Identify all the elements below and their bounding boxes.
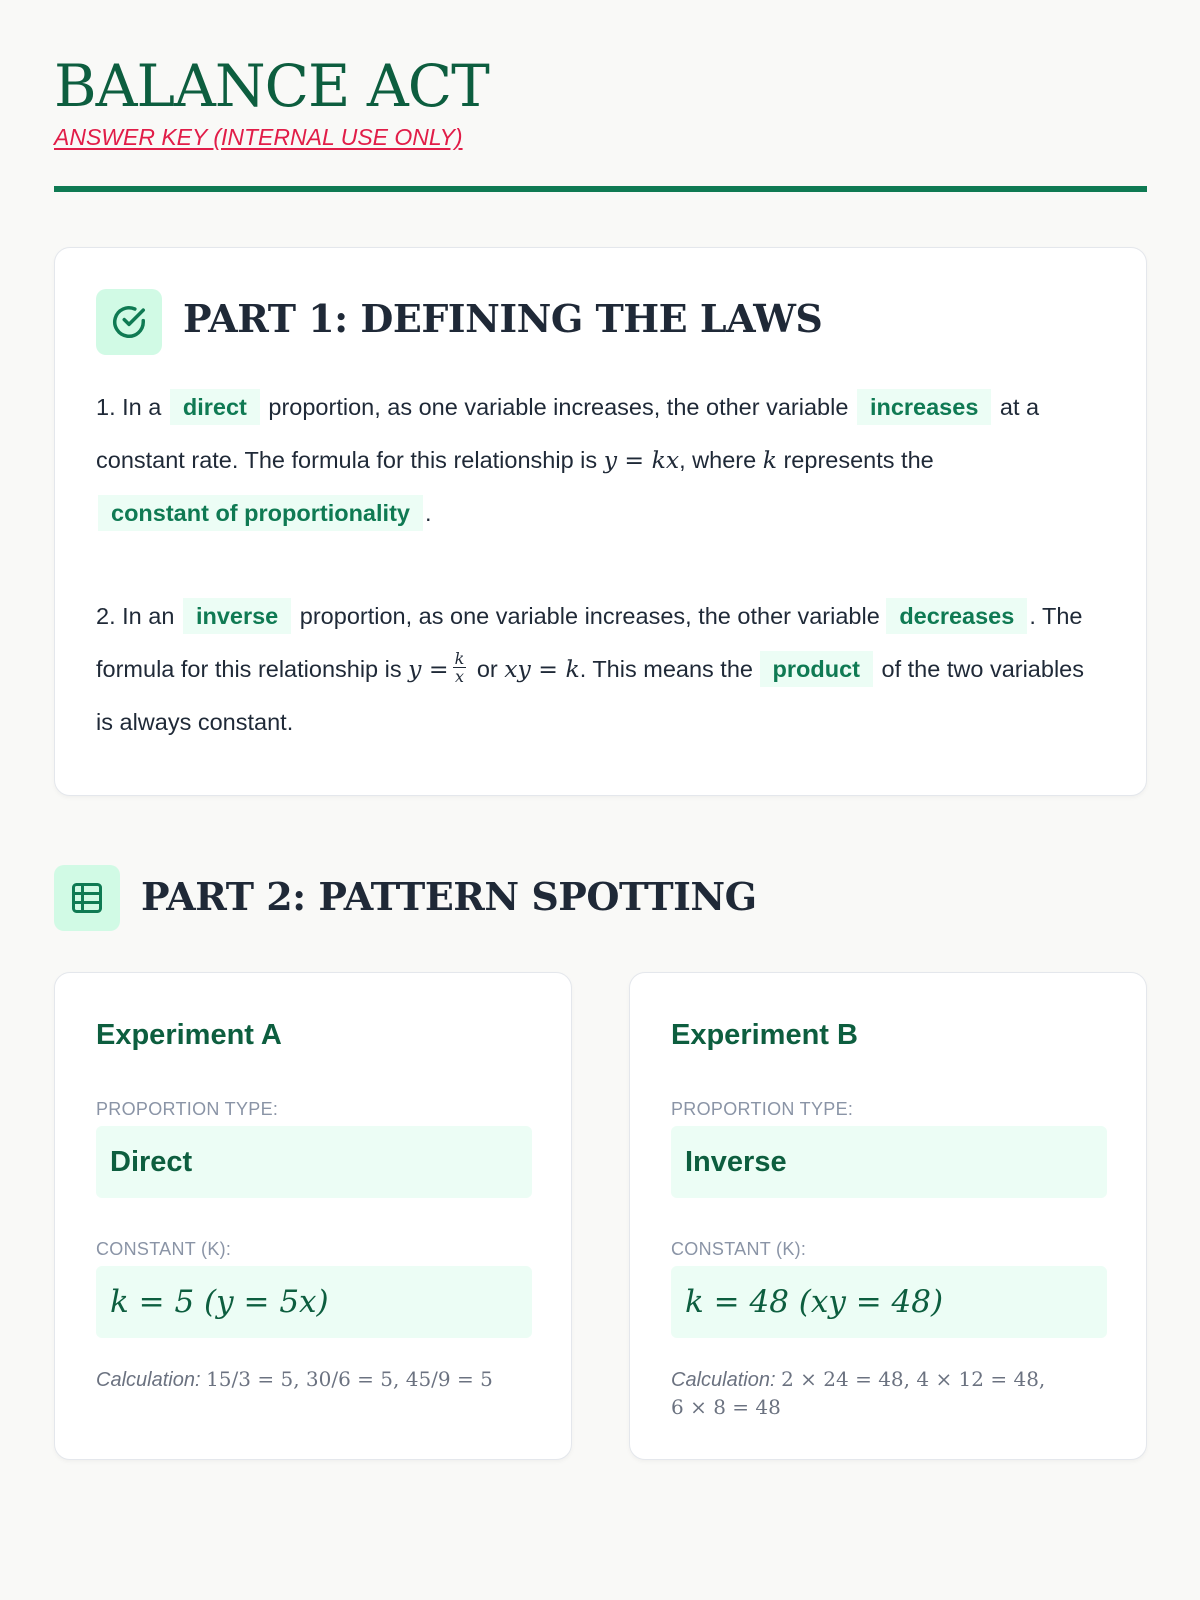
experiment-b-card (629, 972, 1147, 1460)
q2-formula-lhs: y = (408, 655, 449, 683)
q1-text-6: . (424, 500, 432, 526)
q2-answer-inverse: inverse (183, 598, 291, 634)
q2-answer-decreases: decreases (886, 598, 1027, 634)
q2-text-5: . This means the (579, 656, 753, 682)
q2-fraction (453, 650, 467, 685)
experiment-b-type-label: PROPORTION TYPE: (671, 1099, 854, 1119)
part1-title: PART 1: DEFINING THE LAWS (183, 296, 823, 341)
page-subtitle: ANSWER KEY (INTERNAL USE ONLY) (54, 124, 463, 150)
experiment-a-constant-value: k = 5 (y = 5x) (96, 1266, 532, 1338)
experiment-a-title: Experiment A (96, 1019, 282, 1051)
q2-text-3: . The formula for this relationship is (96, 603, 1083, 682)
experiment-a-calculation (96, 1366, 536, 1394)
q2-text-1: 2. In an (96, 603, 175, 629)
q1-answer-increases: increases (857, 389, 991, 425)
part1-card (54, 247, 1147, 796)
q1-text-2: proportion, as one variable increases, the other variable (268, 394, 849, 420)
experiment-a-constant-label: CONSTANT (K): (96, 1239, 232, 1259)
experiment-b-constant-value: k = 48 (xy = 48) (671, 1266, 1107, 1338)
check-circle-icon (96, 289, 162, 355)
page-title: BALANCE ACT (54, 52, 489, 120)
experiment-a-card (54, 972, 572, 1460)
header-divider (54, 186, 1147, 192)
question-1 (96, 381, 1106, 540)
q1-text-1: 1. In a (96, 394, 162, 420)
q1-text-4: , where (679, 447, 757, 473)
experiment-b-calc-value: 2 × 24 = 48, 4 × 12 = 48, 6 × 8 = 48 (671, 1367, 1046, 1419)
experiment-b-constant-label: CONSTANT (K): (671, 1239, 807, 1259)
q2-frac-den: x (454, 667, 464, 687)
q1-text-5: represents the (783, 447, 934, 473)
experiment-b-calc-label: Calculation: (671, 1369, 776, 1391)
experiment-a-type-label: PROPORTION TYPE: (96, 1099, 279, 1119)
table-grid-icon (54, 865, 120, 931)
q1-text-3: at a constant rate. The formula for this relationship is (96, 394, 1040, 473)
q2-text-2: proportion, as one variable increases, the other variable (299, 603, 880, 629)
experiment-b-calculation (671, 1366, 1051, 1422)
q2-text-4: or (476, 656, 498, 682)
q2-answer-product: product (760, 651, 873, 687)
q1-k-symbol: k (762, 446, 777, 474)
experiment-b-title: Experiment B (671, 1019, 858, 1051)
question-2 (96, 590, 1106, 749)
q2-frac-num: k (454, 649, 465, 669)
q1-answer-direct: direct (170, 389, 260, 425)
part2-title: PART 2: PATTERN SPOTTING (141, 874, 757, 919)
experiment-a-type-value: Direct (96, 1126, 532, 1198)
experiment-a-calc-label: Calculation: (96, 1369, 201, 1391)
q1-formula: y = kx (603, 446, 680, 474)
experiment-a-calc-value: 15/3 = 5, 30/6 = 5, 45/9 = 5 (206, 1367, 493, 1391)
q1-answer-constant: constant of proportionality (98, 495, 423, 531)
q2-formula-2: xy = k (504, 655, 580, 683)
experiment-b-type-value: Inverse (671, 1126, 1107, 1198)
q2-text-6: of the two variables is always constant. (96, 656, 1084, 735)
